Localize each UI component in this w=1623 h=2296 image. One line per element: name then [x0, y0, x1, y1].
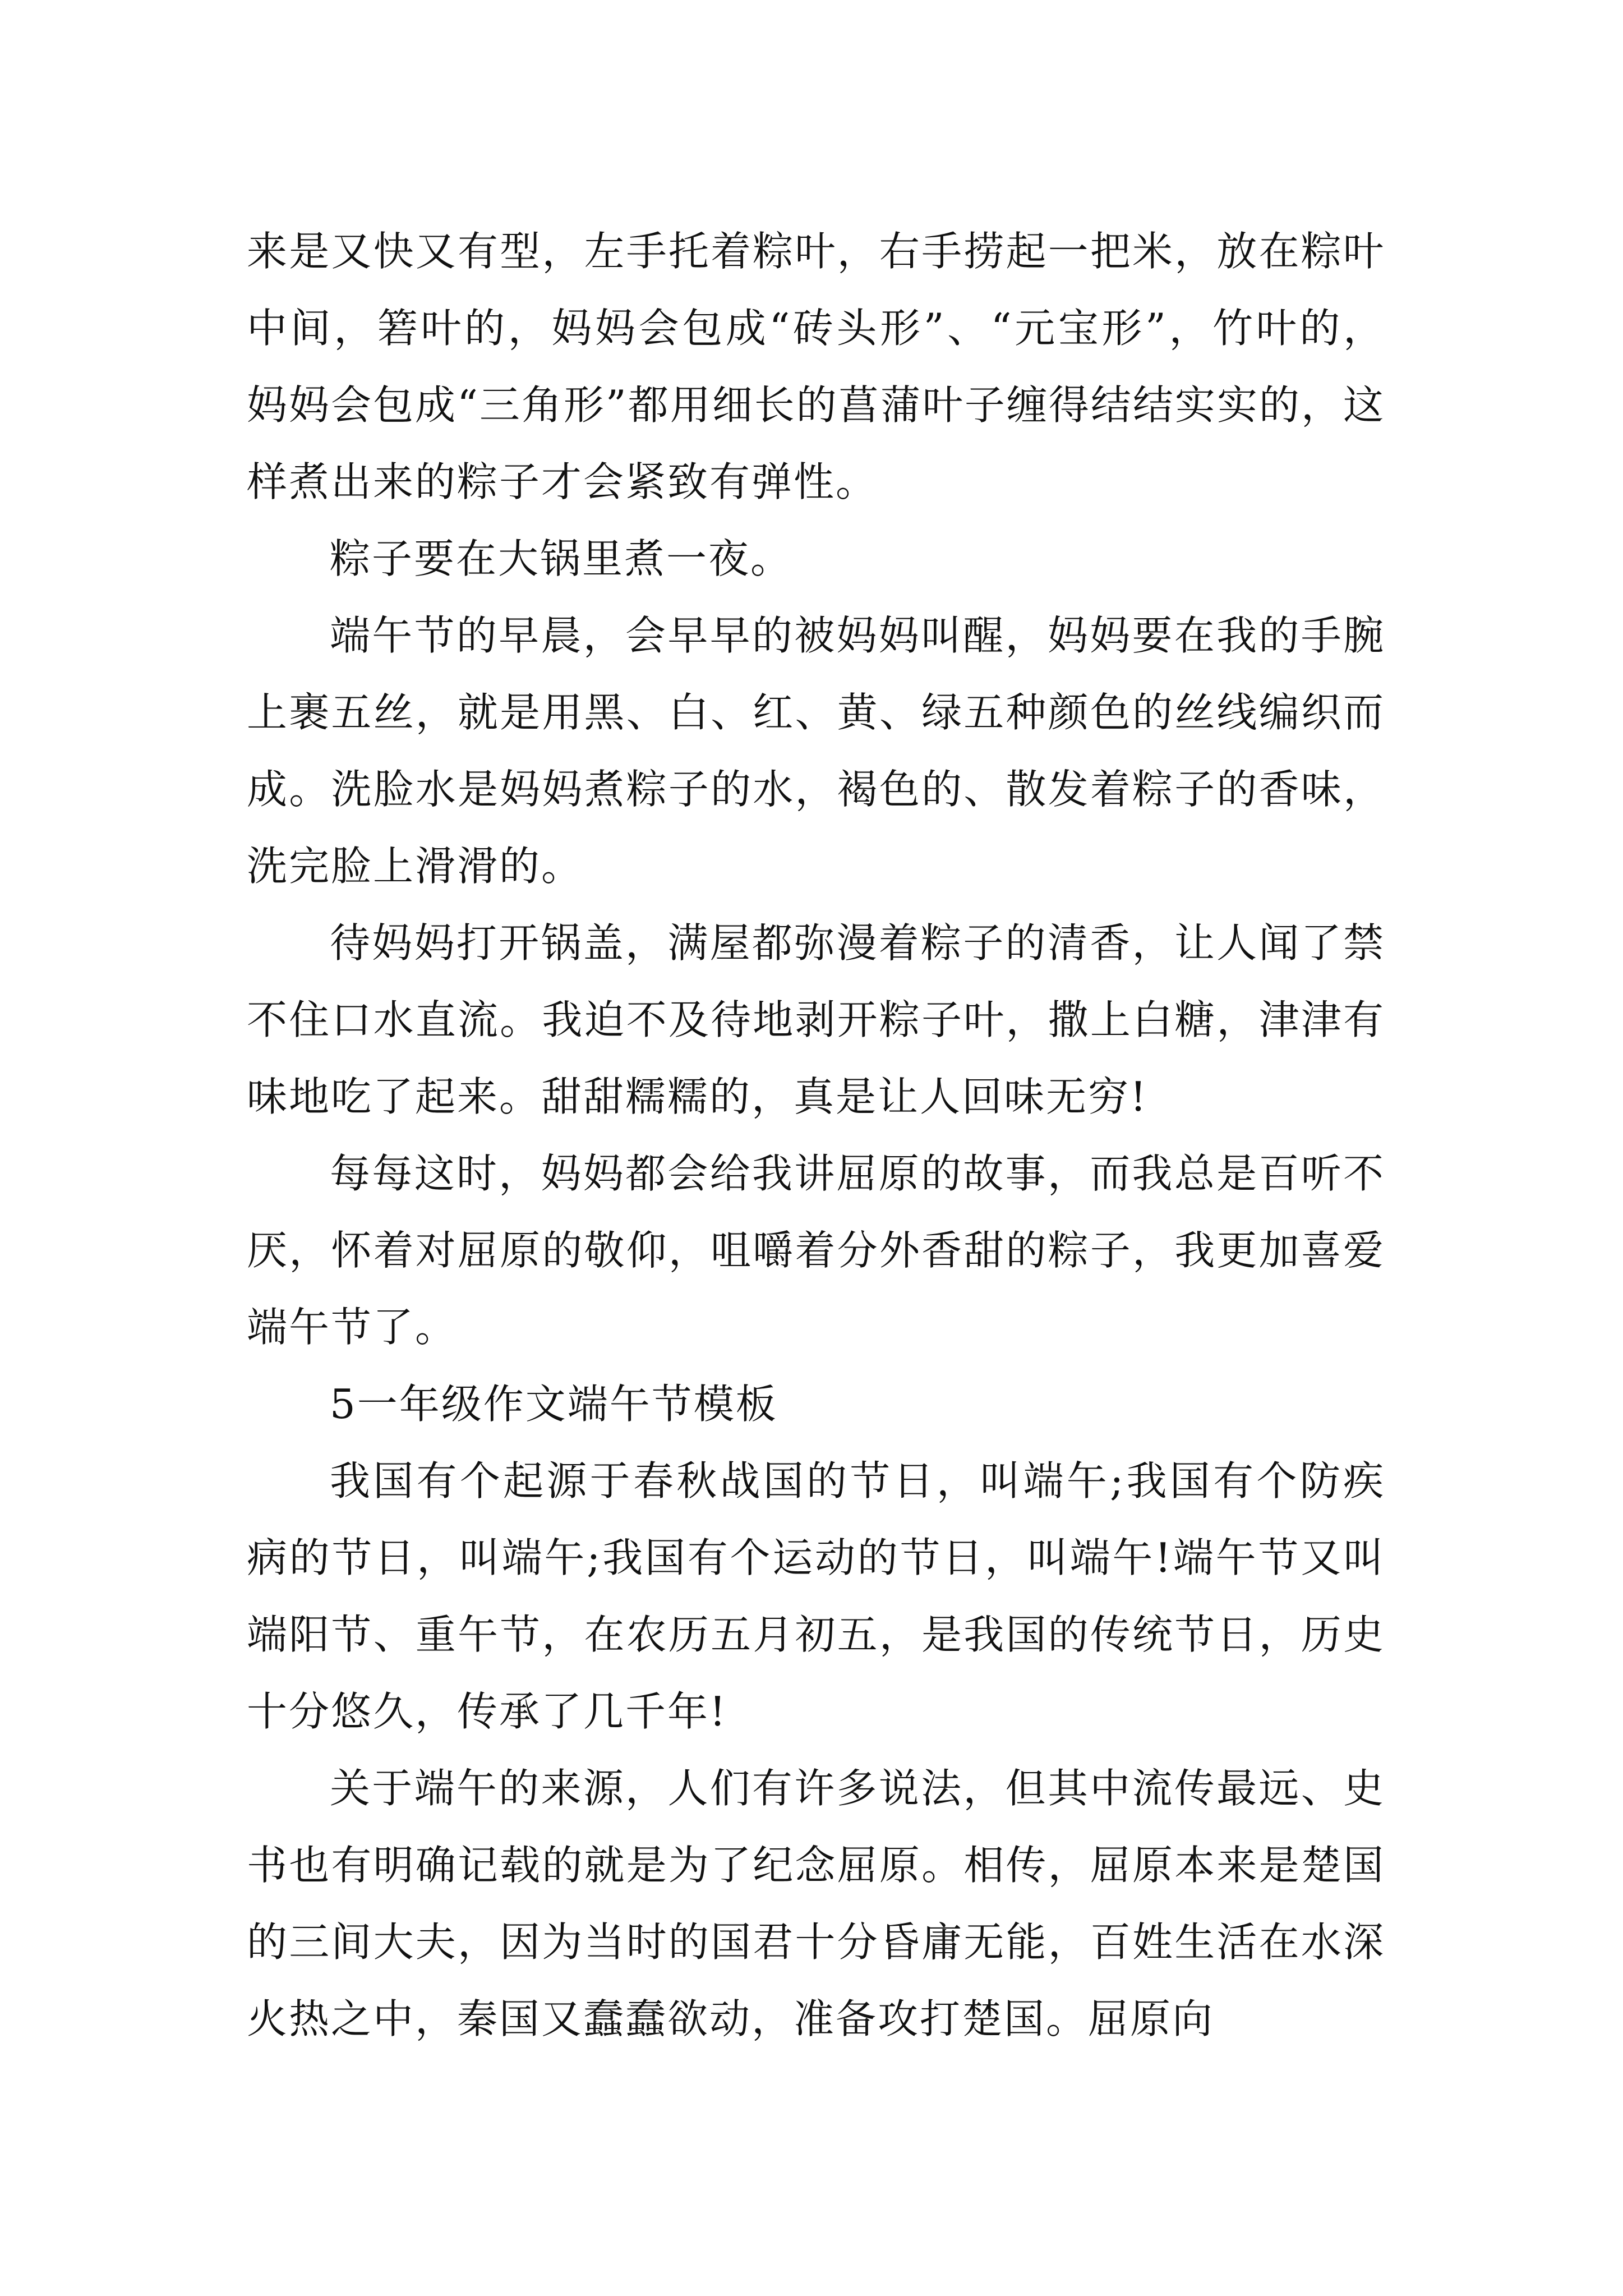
paragraph-4: 待妈妈打开锅盖，满屋都弥漫着粽子的清香，让人闻了禁不住口水直流。我迫不及待地剥开粽子叶，撒上白糖，津津有味地吃了起来。甜甜糯糯的，真是让人回味无穷!	[247, 919, 1385, 1120]
paragraph-1: 来是又快又有型，左手托着粽叶，右手捞起一把米，放在粽叶中间，箬叶的，妈妈会包成“砖头形”、“元宝形”，竹叶的，妈妈会包成“三角形”都用细长的菖蒲叶子缠得结结实实的，这样煮出来的粽子才会紧致有弹性。	[247, 228, 1385, 505]
paragraph-7: 关于端午的来源，人们有许多说法，但其中流传最远、史书也有明确记载的就是为了纪念屈原。相传，屈原本来是楚国的三间大夫，因为当时的国君十分昏庸无能，百姓生活在水深火热之中，秦国又蠢蠢欲动，准备攻打楚国。屈原向	[247, 1765, 1385, 2042]
paragraph-3: 端午节的早晨，会早早的被妈妈叫醒，妈妈要在我的手腕上裹五丝，就是用黑、白、红、黄、绿五种颜色的丝线编织而成。洗脸水是妈妈煮粽子的水，褐色的、散发着粽子的香味，洗完脸上滑滑的。	[247, 612, 1385, 890]
section-heading: 5一年级作文端午节模板	[330, 1381, 778, 1428]
paragraph-5: 每每这时，妈妈都会给我讲屈原的故事，而我总是百听不厌，怀着对屈原的敬仰，咀嚼着分外香甜的粽子，我更加喜爱端午节了。	[247, 1150, 1385, 1351]
document-body	[247, 213, 1385, 2058]
paragraph-6: 我国有个起源于春秋战国的节日，叫端午;我国有个防疾病的节日，叫端午;我国有个运动的节日，叫端午!端午节又叫端阳节、重午节，在农历五月初五，是我国的传统节日，历史十分悠久，传承了几千年!	[247, 1457, 1385, 1735]
paragraph-2: 粽子要在大锅里煮一夜。	[330, 535, 793, 582]
